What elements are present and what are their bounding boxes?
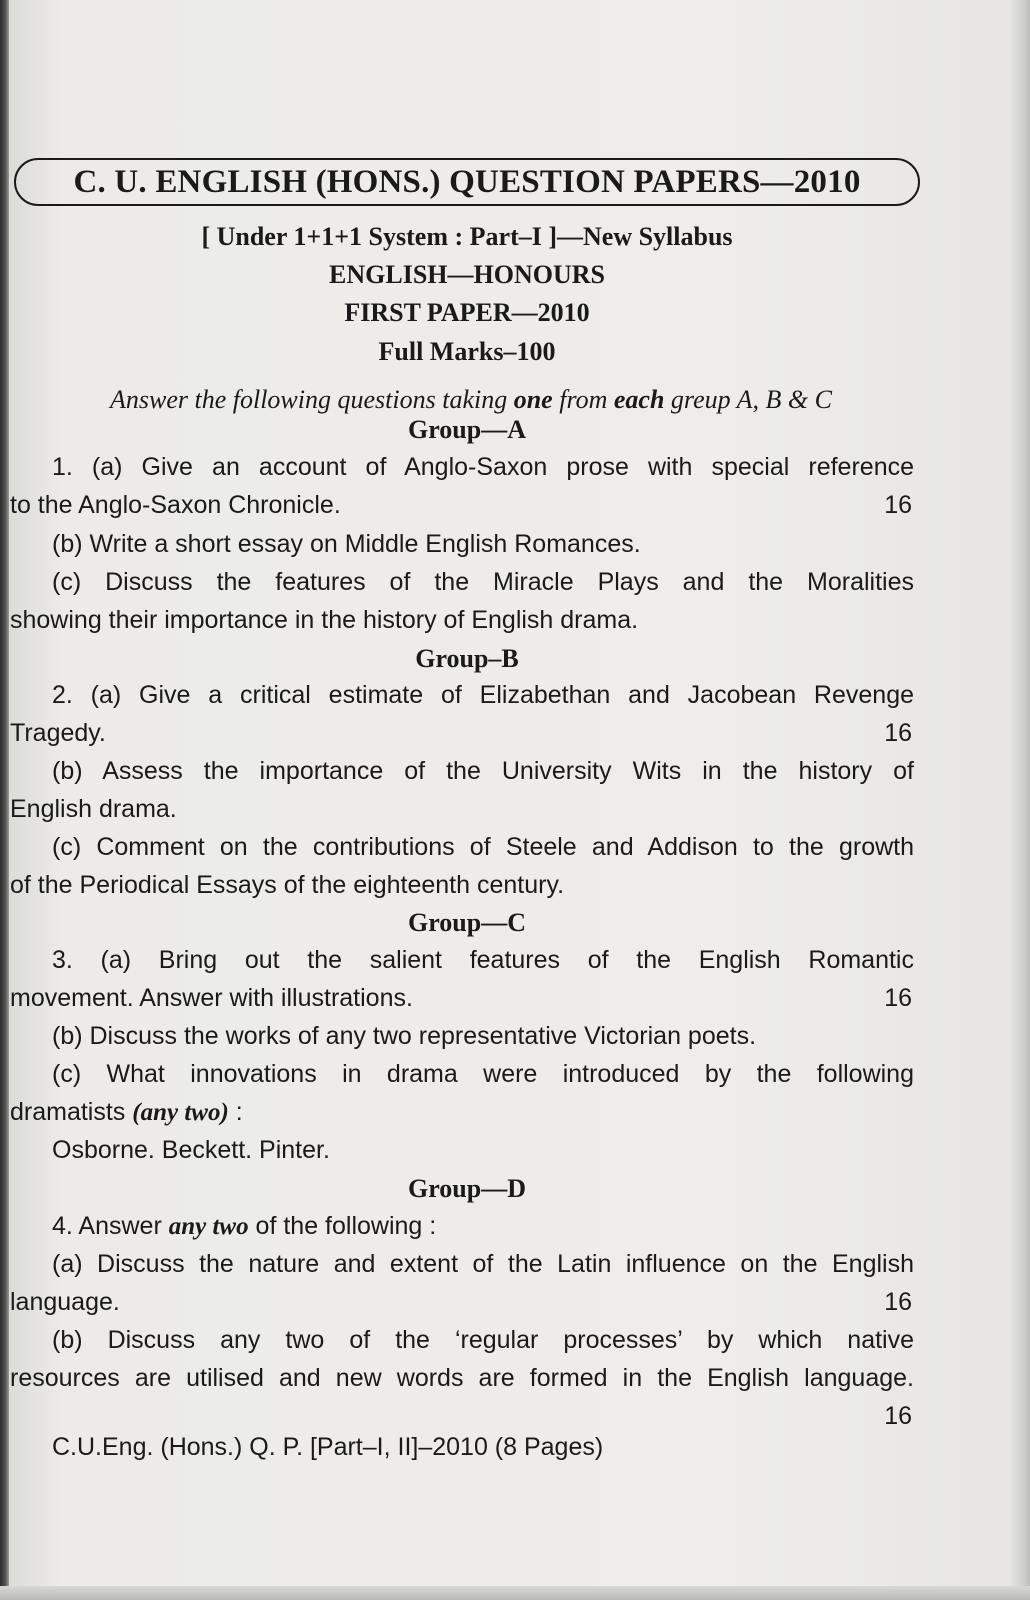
page-bottom-edge [0, 1586, 1030, 1600]
q3c-line1: (c) What innovations in drama were introduced by the following [52, 1060, 914, 1088]
book-spine-shadow [0, 0, 9, 1600]
group-a-heading: Group—A [408, 415, 526, 444]
subject-heading: ENGLISH—HONOURS [329, 260, 605, 289]
q3b: (b) Discuss the works of any two representative Victorian poets. [52, 1022, 757, 1050]
page-footer: C.U.Eng. (Hons.) Q. P. [Part–I, II]–2010 (8 Pages) [52, 1433, 604, 1461]
q1a-line1: 1. (a) Give an account of Anglo-Saxon prose with special reference [52, 453, 914, 481]
q3c-emphasis: (any two) [132, 1099, 229, 1126]
q2a-line2: Tragedy. [10, 719, 106, 747]
page-edge [1008, 0, 1030, 1600]
q3c-dramatists: Osborne. Beckett. Pinter. [52, 1136, 330, 1164]
q4b-marks: 16 [884, 1402, 912, 1430]
q1c-line2: showing their importance in the history of English drama. [10, 606, 639, 634]
instruction-emphasis-one: one [513, 385, 553, 414]
instructions [18, 385, 924, 415]
group-c-heading: Group—C [408, 908, 526, 937]
instruction-text: greup A, B & C [664, 385, 832, 414]
q2b-line1: (b) Assess the importance of the University Wits in the history of [52, 757, 914, 785]
q4a-marks: 16 [884, 1288, 912, 1316]
instruction-text: Answer the following questions taking [110, 385, 514, 414]
q4b-line2: resources are utilised and new words are formed in the English language. [10, 1364, 914, 1392]
q2a-line1: 2. (a) Give a critical estimate of Elizabethan and Jacobean Revenge [52, 681, 914, 709]
q4-intro-emphasis: any two [168, 1213, 249, 1240]
q3c-text: : [228, 1098, 243, 1126]
q4b-line1: (b) Discuss any two of the ‘regular processes’ by which native [52, 1326, 914, 1354]
q4-intro-text: 4. Answer [52, 1212, 169, 1240]
q1a-line2: to the Anglo-Saxon Chronicle. [10, 491, 341, 519]
instruction-text: from [552, 385, 614, 414]
q4a-line1: (a) Discuss the nature and extent of the Latin influence on the English [52, 1250, 914, 1278]
q3c-line2 [10, 1098, 243, 1127]
q4-intro [52, 1212, 914, 1241]
page-title: C. U. ENGLISH (HONS.) QUESTION PAPERS—2010 [14, 158, 920, 206]
q3-marks: 16 [884, 984, 912, 1012]
q1-marks: 16 [884, 491, 912, 519]
q4-intro-text: of the following : [248, 1212, 437, 1240]
instruction-emphasis-each: each [613, 385, 665, 414]
q3c-text: dramatists [10, 1098, 133, 1126]
q2b-line2: English drama. [10, 795, 177, 823]
q1b: (b) Write a short essay on Middle English Romances. [52, 530, 641, 558]
group-b-heading: Group–B [415, 644, 519, 673]
q4a-line2: language. [10, 1288, 120, 1316]
q2c-line1: (c) Comment on the contributions of Steele and Addison to the growth [52, 833, 914, 861]
full-marks: Full Marks–100 [378, 337, 556, 366]
q3a-line2: movement. Answer with illustrations. [10, 984, 413, 1012]
q3a-line1: 3. (a) Bring out the salient features of the English Romantic [52, 946, 914, 974]
q2-marks: 16 [884, 719, 912, 747]
q1c-line1: (c) Discuss the features of the Miracle Plays and the Moralities [52, 568, 914, 596]
system-line: [ Under 1+1+1 System : Part–I ]—New Syllabus [201, 222, 733, 251]
q2c-line2: of the Periodical Essays of the eighteenth century. [10, 871, 565, 899]
group-d-heading: Group—D [408, 1174, 526, 1203]
paper-heading: FIRST PAPER—2010 [344, 298, 590, 327]
